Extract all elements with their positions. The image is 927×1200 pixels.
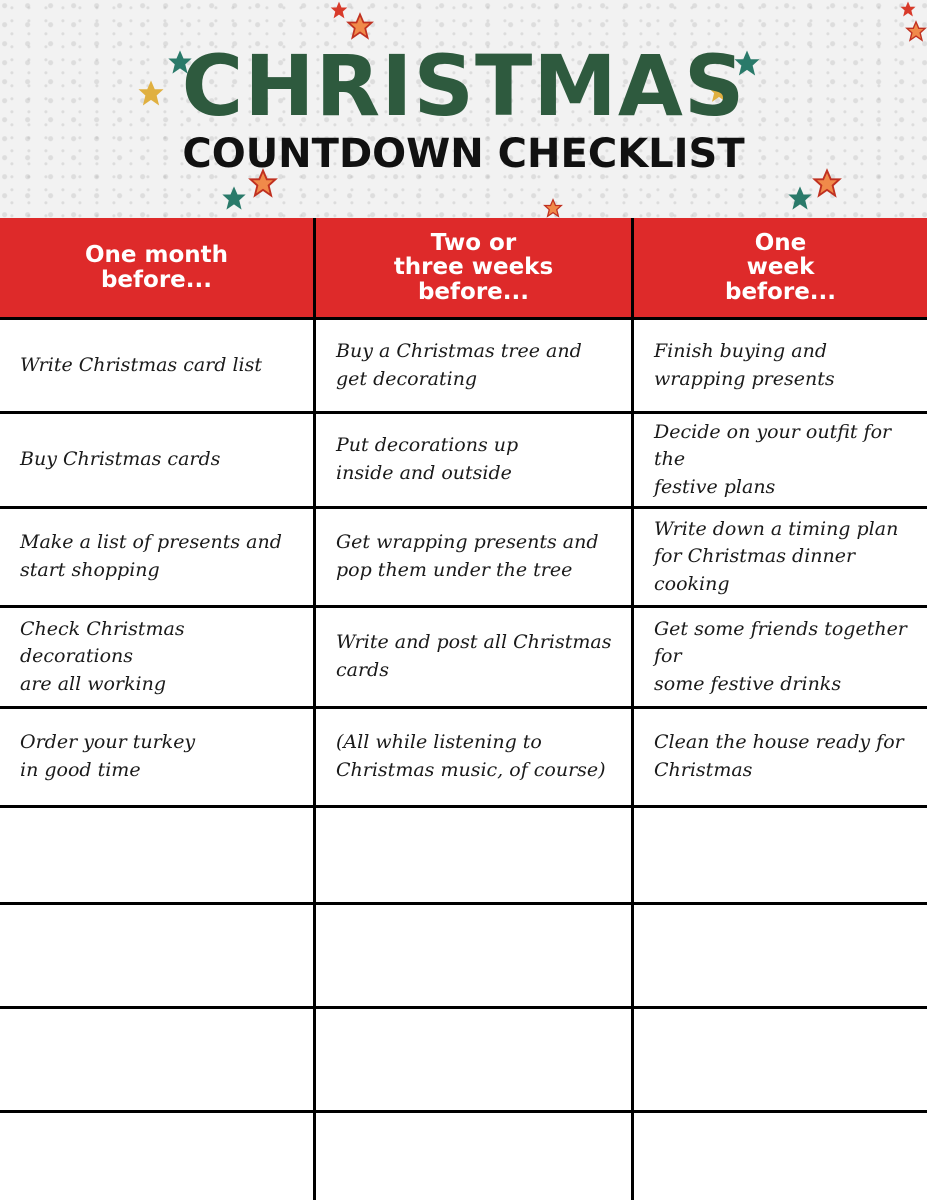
empty-cell <box>0 905 316 1009</box>
table-cell: Order your turkey in good time <box>0 709 316 808</box>
column-header-two-three-weeks: Two or three weeks before... <box>316 218 634 320</box>
star-icon-orange <box>905 18 927 44</box>
column-header-one-week: One week before... <box>634 218 927 320</box>
decorative-header <box>0 0 927 218</box>
star-icon-orange <box>346 12 374 40</box>
page-title: CHRISTMAS <box>181 37 746 135</box>
empty-cell <box>316 1009 634 1113</box>
table-cell: Buy Christmas cards <box>0 414 316 509</box>
table-cell: (All while listening to Christmas music, of course) <box>316 709 634 808</box>
table-cell: Get wrapping presents and pop them under the tree <box>316 509 634 608</box>
empty-cell <box>634 1009 927 1113</box>
star-icon-teal <box>220 184 248 212</box>
table-cell: Check Christmas decorations are all working <box>0 608 316 709</box>
table-cell: Clean the house ready for Christmas <box>634 709 927 808</box>
empty-cell <box>316 1113 634 1200</box>
table-cell: Get some friends together for some festive drinks <box>634 608 927 709</box>
page-subtitle: COUNTDOWN CHECKLIST <box>182 131 745 177</box>
star-icon-orange <box>540 198 566 218</box>
table-cell: Write Christmas card list <box>0 320 316 414</box>
star-icon-teal <box>786 184 814 212</box>
table-cell: Write down a timing plan for Christmas dinner cooking <box>634 509 927 608</box>
star-icon-red <box>893 0 923 18</box>
empty-cell <box>634 905 927 1009</box>
empty-cell <box>0 1009 316 1113</box>
empty-cell <box>0 1113 316 1200</box>
empty-cell <box>634 808 927 905</box>
table-cell: Decide on your outfit for the festive plans <box>634 414 927 509</box>
table-cell: Make a list of presents and start shopping <box>0 509 316 608</box>
table-cell: Finish buying and wrapping presents <box>634 320 927 414</box>
empty-cell <box>316 808 634 905</box>
empty-cell <box>634 1113 927 1200</box>
empty-cell <box>0 808 316 905</box>
checklist-table <box>0 218 927 1200</box>
table-cell: Buy a Christmas tree and get decorating <box>316 320 634 414</box>
empty-cell <box>316 905 634 1009</box>
table-cell: Put decorations up inside and outside <box>316 414 634 509</box>
column-header-one-month: One month before... <box>0 218 316 320</box>
table-cell: Write and post all Christmas cards <box>316 608 634 709</box>
